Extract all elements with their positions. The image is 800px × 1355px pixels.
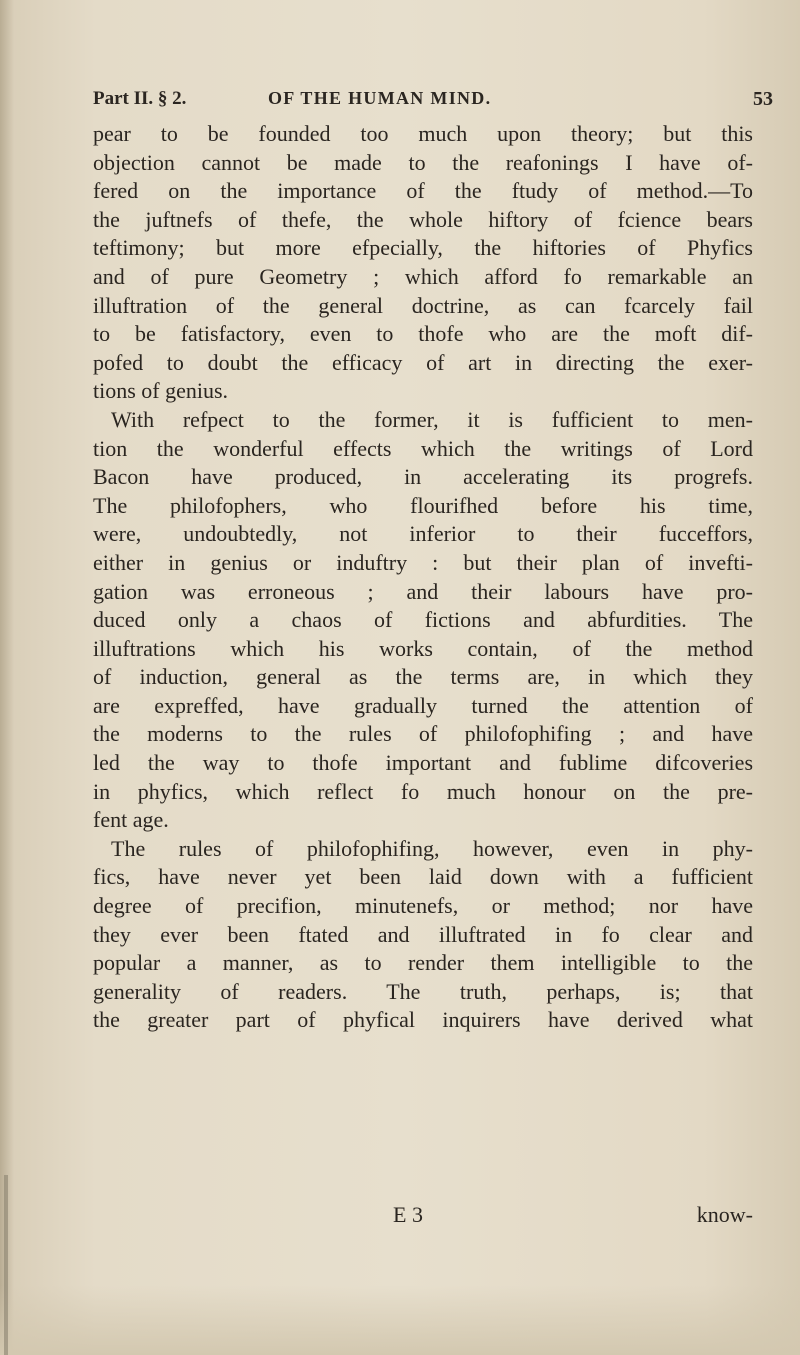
page-number: 53 bbox=[753, 88, 773, 110]
bottom-shadow bbox=[0, 1285, 800, 1355]
text-line: objection cannot be made to the reafonings I have of- bbox=[93, 149, 753, 175]
text-line: the greater part of phyfical inquirers have derived what bbox=[93, 1007, 753, 1033]
text-line: illuftrations which his works contain, of the method bbox=[93, 635, 753, 661]
text-line: pofed to doubt the efficacy of art in directing the exer- bbox=[93, 349, 753, 375]
text-line: degree of precifion, minutenefs, or method; nor have bbox=[93, 893, 753, 919]
gutter-shadow bbox=[0, 0, 14, 1355]
text-line: they ever been ftated and illuftrated in fo clear and bbox=[93, 921, 753, 947]
footer-line bbox=[93, 1202, 753, 1232]
text-line: gation was erroneous ; and their labours have pro- bbox=[93, 578, 753, 604]
running-header bbox=[93, 88, 773, 114]
text-line: of induction, general as the terms are, in which they bbox=[93, 664, 753, 690]
text-line: generality of readers. The truth, perhaps, is; that bbox=[93, 978, 753, 1004]
running-header-part: Part II. § 2. bbox=[93, 88, 187, 109]
text-line: With refpect to the former, it is fufficient to men- bbox=[111, 406, 753, 432]
text-line: Bacon have produced, in accelerating its progrefs. bbox=[93, 464, 753, 490]
text-line: The rules of philofophifing, however, even in phy- bbox=[111, 835, 753, 861]
text-line: illuftration of the general doctrine, as can fcarcely fail bbox=[93, 292, 753, 318]
text-line: led the way to thofe important and fublime difcoveries bbox=[93, 750, 753, 776]
text-line: tions of genius. bbox=[93, 378, 229, 404]
text-line: were, undoubtedly, not inferior to their fucceffors, bbox=[93, 521, 753, 547]
catchword: know- bbox=[696, 1202, 753, 1227]
text-line: fered on the importance of the ftudy of method.—To bbox=[93, 178, 753, 204]
text-line: teftimony; but more efpecially, the hiftories of Phyfics bbox=[93, 235, 753, 261]
signature-mark: E 3 bbox=[393, 1202, 423, 1227]
text-line: The philofophers, who flourifhed before his time, bbox=[93, 492, 753, 518]
text-line: duced only a chaos of fictions and abfurdities. The bbox=[93, 607, 753, 633]
page-edge bbox=[4, 1175, 8, 1355]
text-line: fics, have never yet been laid down with a fufficient bbox=[93, 864, 753, 890]
text-line: tion the wonderful effects which the writings of Lord bbox=[93, 435, 753, 461]
body-text bbox=[93, 120, 753, 1035]
text-line: popular a manner, as to render them intelligible to the bbox=[93, 950, 753, 976]
text-line: and of pure Geometry ; which afford fo remarkable an bbox=[93, 263, 753, 289]
text-line: in phyfics, which reflect fo much honour on the pre- bbox=[93, 778, 753, 804]
text-line: are expreffed, have gradually turned the attention of bbox=[93, 692, 753, 718]
text-line: to be fatisfactory, even to thofe who are the moft dif- bbox=[93, 321, 753, 347]
text-line: the juftnefs of thefe, the whole hiftory of fcience bears bbox=[93, 206, 753, 232]
running-header-title: OF THE HUMAN MIND. bbox=[268, 88, 492, 108]
text-line: pear to be founded too much upon theory; but this bbox=[93, 121, 753, 146]
text-line: fent age. bbox=[93, 807, 169, 833]
text-line: either in genius or induftry : but their plan of invefti- bbox=[93, 549, 753, 575]
text-line: the moderns to the rules of philofophifing ; and have bbox=[93, 721, 753, 747]
